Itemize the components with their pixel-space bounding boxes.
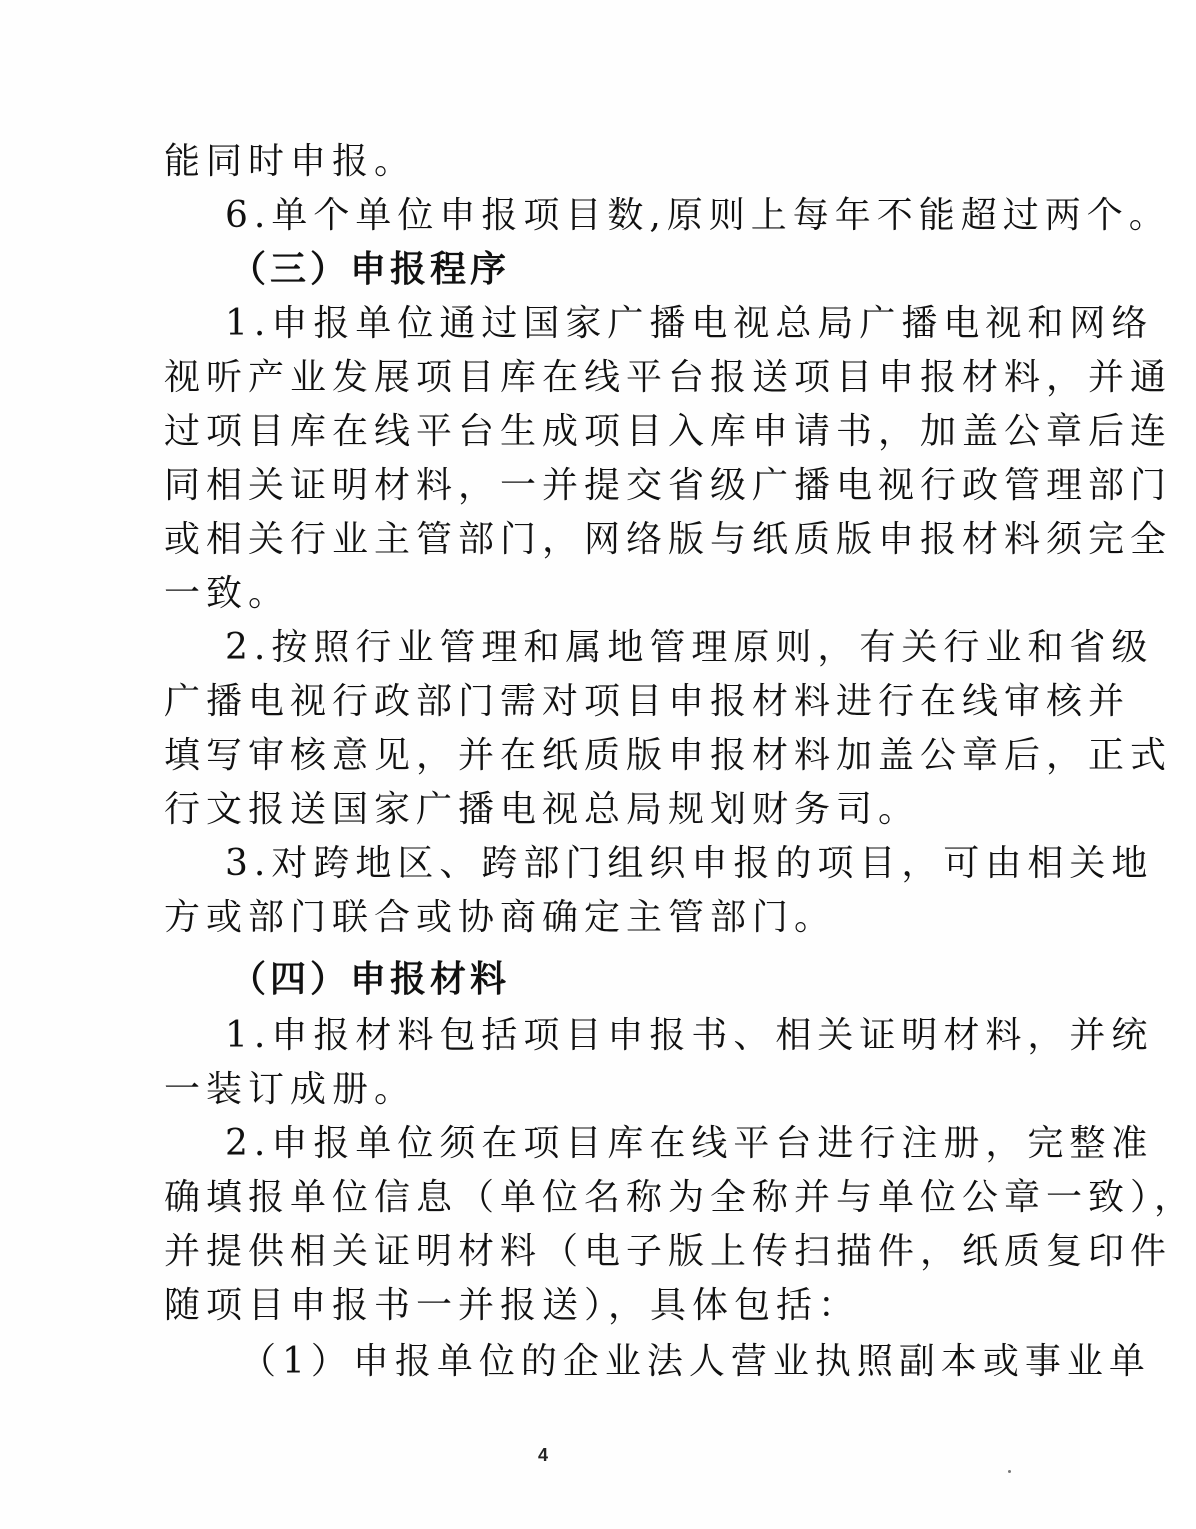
text-line: 填写审核意见，并在纸质版申报材料加盖公章后，正式 (164, 735, 1173, 776)
text-line: 能同时申报。 (164, 141, 417, 182)
text-line: 广播电视行政部门需对项目申报材料进行在线审核并 (164, 681, 1131, 722)
text-line: 3.对跨地区、跨部门组织申报的项目，可由相关地 (225, 843, 1154, 884)
text-line: 一装订成册。 (164, 1069, 417, 1110)
text-line: 并提供相关证明材料（电子版上传扫描件，纸质复印件 (164, 1231, 1173, 1272)
section-heading: （三）申报程序 (230, 249, 511, 290)
page-number: 4 (538, 1445, 549, 1465)
section-heading: （四）申报材料 (230, 959, 511, 1000)
text-line: 2.申报单位须在项目库在线平台进行注册，完整准 (225, 1123, 1154, 1164)
text-line: 或相关行业主管部门，网络版与纸质版申报材料须完全 (164, 519, 1173, 560)
text-line: 同相关证明材料，一并提交省级广播电视行政管理部门 (164, 465, 1173, 506)
text-line: （1）申报单位的企业法人营业执照副本或事业单 (240, 1341, 1151, 1382)
text-line: 视听产业发展项目库在线平台报送项目申报材料，并通 (164, 357, 1173, 398)
text-line: 6.单个单位申报项目数,原则上每年不能超过两个。 (225, 195, 1171, 236)
text-line: 1.申报单位通过国家广播电视总局广播电视和网络 (225, 303, 1154, 344)
text-line: 过项目库在线平台生成项目入库申请书，加盖公章后连 (164, 411, 1173, 452)
text-line: 2.按照行业管理和属地管理原则，有关行业和省级 (225, 627, 1154, 668)
text-line: 方或部门联合或协商确定主管部门。 (164, 897, 837, 938)
text-line: 行文报送国家广播电视总局规划财务司。 (164, 789, 921, 830)
text-line: 1.申报材料包括项目申报书、相关证明材料，并统 (225, 1015, 1154, 1056)
scan-speck (1008, 1470, 1011, 1473)
text-line: 随项目申报书一并报送），具体包括： (164, 1285, 861, 1326)
text-line: 一致。 (164, 573, 291, 614)
text-line: 确填报单位信息（单位名称为全称并与单位公章一致）， (164, 1177, 1196, 1218)
